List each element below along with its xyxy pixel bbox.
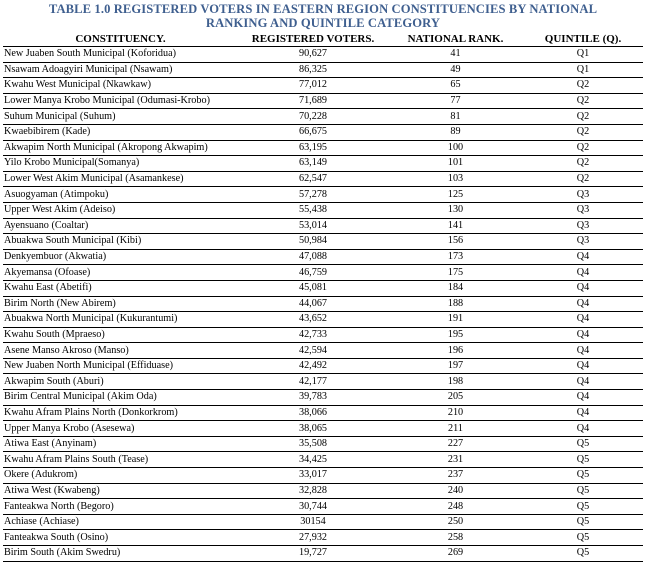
- cell-quintile: Q2: [523, 124, 643, 140]
- table-row: [3, 452, 643, 468]
- table-row: [3, 62, 643, 78]
- cell-quintile: Q5: [523, 546, 643, 562]
- cell-registered-voters: 43,652: [238, 312, 388, 328]
- cell-quintile: Q4: [523, 280, 643, 296]
- cell-quintile: Q3: [523, 218, 643, 234]
- cell-quintile: Q3: [523, 202, 643, 218]
- cell-constituency: Kwahu East (Abetifi): [3, 280, 238, 296]
- cell-quintile: Q5: [523, 468, 643, 484]
- cell-national-rank: 198: [388, 374, 523, 390]
- cell-registered-voters: 86,325: [238, 62, 388, 78]
- cell-registered-voters: 38,066: [238, 405, 388, 421]
- header-registered-voters: REGISTERED VOTERS.: [238, 33, 388, 47]
- cell-registered-voters: 34,425: [238, 452, 388, 468]
- cell-quintile: Q5: [523, 499, 643, 515]
- cell-registered-voters: 70,228: [238, 109, 388, 125]
- cell-constituency: Asuogyaman (Atimpoku): [3, 187, 238, 203]
- cell-national-rank: 269: [388, 546, 523, 562]
- cell-constituency: Ayensuano (Coaltar): [3, 218, 238, 234]
- table-row: [3, 93, 643, 109]
- header-row: [3, 33, 643, 47]
- cell-national-rank: 184: [388, 280, 523, 296]
- cell-quintile: Q4: [523, 296, 643, 312]
- cell-quintile: Q4: [523, 343, 643, 359]
- cell-registered-voters: 35,508: [238, 436, 388, 452]
- cell-quintile: Q4: [523, 374, 643, 390]
- cell-constituency: Kwahu South (Mpraeso): [3, 327, 238, 343]
- cell-quintile: Q5: [523, 483, 643, 499]
- cell-registered-voters: 42,492: [238, 358, 388, 374]
- cell-constituency: Asene Manso Akroso (Manso): [3, 343, 238, 359]
- cell-constituency: Fanteakwa South (Osino): [3, 530, 238, 546]
- table-row: [3, 47, 643, 63]
- cell-registered-voters: 30,744: [238, 499, 388, 515]
- cell-constituency: Akwapim South (Aburi): [3, 374, 238, 390]
- cell-constituency: Suhum Municipal (Suhum): [3, 109, 238, 125]
- cell-registered-voters: 42,594: [238, 343, 388, 359]
- cell-registered-voters: 90,627: [238, 47, 388, 63]
- cell-national-rank: 77: [388, 93, 523, 109]
- cell-national-rank: 100: [388, 140, 523, 156]
- cell-national-rank: 188: [388, 296, 523, 312]
- cell-quintile: Q4: [523, 390, 643, 406]
- cell-quintile: Q1: [523, 47, 643, 63]
- cell-national-rank: 195: [388, 327, 523, 343]
- table-row: [3, 280, 643, 296]
- cell-registered-voters: 71,689: [238, 93, 388, 109]
- table-row: [3, 124, 643, 140]
- cell-constituency: Upper West Akim (Adeiso): [3, 202, 238, 218]
- cell-registered-voters: 27,932: [238, 530, 388, 546]
- table-row: [3, 327, 643, 343]
- table-row: [3, 312, 643, 328]
- cell-registered-voters: 53,014: [238, 218, 388, 234]
- cell-registered-voters: 66,675: [238, 124, 388, 140]
- cell-constituency: New Juaben North Municipal (Effiduase): [3, 358, 238, 374]
- cell-registered-voters: 44,067: [238, 296, 388, 312]
- cell-national-rank: 49: [388, 62, 523, 78]
- cell-constituency: Achiase (Achiase): [3, 514, 238, 530]
- cell-national-rank: 156: [388, 234, 523, 250]
- cell-registered-voters: 57,278: [238, 187, 388, 203]
- cell-constituency: Akyemansa (Ofoase): [3, 265, 238, 281]
- cell-national-rank: 191: [388, 312, 523, 328]
- cell-national-rank: 210: [388, 405, 523, 421]
- cell-quintile: Q1: [523, 62, 643, 78]
- cell-national-rank: 197: [388, 358, 523, 374]
- cell-national-rank: 141: [388, 218, 523, 234]
- cell-national-rank: 227: [388, 436, 523, 452]
- cell-national-rank: 205: [388, 390, 523, 406]
- cell-constituency: Denkyembuor (Akwatia): [3, 249, 238, 265]
- cell-registered-voters: 30154: [238, 514, 388, 530]
- cell-national-rank: 65: [388, 78, 523, 94]
- table-row: [3, 156, 643, 172]
- cell-national-rank: 81: [388, 109, 523, 125]
- table-row: [3, 234, 643, 250]
- cell-national-rank: 101: [388, 156, 523, 172]
- cell-national-rank: 258: [388, 530, 523, 546]
- cell-national-rank: 175: [388, 265, 523, 281]
- cell-constituency: Okere (Adukrom): [3, 468, 238, 484]
- cell-registered-voters: 47,088: [238, 249, 388, 265]
- cell-registered-voters: 19,727: [238, 546, 388, 562]
- cell-national-rank: 248: [388, 499, 523, 515]
- table-row: [3, 405, 643, 421]
- cell-registered-voters: 77,012: [238, 78, 388, 94]
- cell-quintile: Q4: [523, 358, 643, 374]
- cell-constituency: Fanteakwa North (Begoro): [3, 499, 238, 515]
- cell-national-rank: 130: [388, 202, 523, 218]
- cell-constituency: Abuakwa South Municipal (Kibi): [3, 234, 238, 250]
- table-row: [3, 140, 643, 156]
- cell-quintile: Q4: [523, 249, 643, 265]
- cell-constituency: New Juaben South Municipal (Koforidua): [3, 47, 238, 63]
- table-row: [3, 436, 643, 452]
- cell-national-rank: 231: [388, 452, 523, 468]
- cell-constituency: Birim North (New Abirem): [3, 296, 238, 312]
- cell-national-rank: 211: [388, 421, 523, 437]
- cell-constituency: Upper Manya Krobo (Asesewa): [3, 421, 238, 437]
- cell-constituency: Nsawam Adoagyiri Municipal (Nsawam): [3, 62, 238, 78]
- cell-quintile: Q5: [523, 530, 643, 546]
- cell-quintile: Q2: [523, 109, 643, 125]
- cell-quintile: Q3: [523, 234, 643, 250]
- cell-constituency: Lower West Akim Municipal (Asamankese): [3, 171, 238, 187]
- cell-registered-voters: 63,195: [238, 140, 388, 156]
- table-row: [3, 296, 643, 312]
- cell-registered-voters: 42,733: [238, 327, 388, 343]
- cell-constituency: Yilo Krobo Municipal(Somanya): [3, 156, 238, 172]
- table-row: [3, 265, 643, 281]
- cell-registered-voters: 39,783: [238, 390, 388, 406]
- cell-registered-voters: 62,547: [238, 171, 388, 187]
- cell-quintile: Q5: [523, 436, 643, 452]
- cell-registered-voters: 55,438: [238, 202, 388, 218]
- cell-quintile: Q2: [523, 93, 643, 109]
- cell-constituency: Lower Manya Krobo Municipal (Odumasi-Krobo): [3, 93, 238, 109]
- cell-national-rank: 103: [388, 171, 523, 187]
- table-row: [3, 499, 643, 515]
- cell-national-rank: 237: [388, 468, 523, 484]
- cell-registered-voters: 32,828: [238, 483, 388, 499]
- table-row: [3, 358, 643, 374]
- table-row: [3, 374, 643, 390]
- cell-constituency: Birim South (Akim Swedru): [3, 546, 238, 562]
- header-national-rank: NATIONAL RANK.: [388, 33, 523, 47]
- cell-national-rank: 240: [388, 483, 523, 499]
- cell-constituency: Kwahu Afram Plains North (Donkorkrom): [3, 405, 238, 421]
- cell-quintile: Q2: [523, 171, 643, 187]
- cell-quintile: Q4: [523, 405, 643, 421]
- cell-registered-voters: 50,984: [238, 234, 388, 250]
- cell-quintile: Q4: [523, 327, 643, 343]
- cell-quintile: Q4: [523, 421, 643, 437]
- table-row: [3, 546, 643, 562]
- voters-table-container: [3, 33, 643, 562]
- table-row: [3, 187, 643, 203]
- table-title-line1: TABLE 1.0 REGISTERED VOTERS IN EASTERN REGION CONSTITUENCIES BY NATIONAL: [48, 2, 598, 16]
- table-row: [3, 343, 643, 359]
- cell-registered-voters: 45,081: [238, 280, 388, 296]
- cell-constituency: Abuakwa North Municipal (Kukurantumi): [3, 312, 238, 328]
- cell-constituency: Kwahu Afram Plains South (Tease): [3, 452, 238, 468]
- cell-national-rank: 41: [388, 47, 523, 63]
- cell-registered-voters: 38,065: [238, 421, 388, 437]
- table-title-line2: RANKING AND QUINTILE CATEGORY: [205, 16, 441, 30]
- table-row: [3, 390, 643, 406]
- cell-constituency: Atiwa East (Anyinam): [3, 436, 238, 452]
- header-constituency: CONSTITUENCY.: [3, 33, 238, 47]
- cell-registered-voters: 33,017: [238, 468, 388, 484]
- cell-national-rank: 196: [388, 343, 523, 359]
- cell-quintile: Q2: [523, 140, 643, 156]
- table-row: [3, 218, 643, 234]
- cell-constituency: Birim Central Municipal (Akim Oda): [3, 390, 238, 406]
- cell-quintile: Q2: [523, 156, 643, 172]
- cell-registered-voters: 46,759: [238, 265, 388, 281]
- table-row: [3, 109, 643, 125]
- table-row: [3, 78, 643, 94]
- cell-constituency: Kwaebibirem (Kade): [3, 124, 238, 140]
- cell-quintile: Q5: [523, 514, 643, 530]
- cell-constituency: Kwahu West Municipal (Nkawkaw): [3, 78, 238, 94]
- table-header: [3, 33, 643, 47]
- table-row: [3, 530, 643, 546]
- cell-registered-voters: 63,149: [238, 156, 388, 172]
- cell-national-rank: 250: [388, 514, 523, 530]
- table-row: [3, 249, 643, 265]
- cell-quintile: Q5: [523, 452, 643, 468]
- table-row: [3, 171, 643, 187]
- cell-national-rank: 125: [388, 187, 523, 203]
- table-title: [0, 2, 646, 30]
- table-row: [3, 468, 643, 484]
- table-row: [3, 514, 643, 530]
- table-row: [3, 202, 643, 218]
- cell-quintile: Q4: [523, 312, 643, 328]
- table-row: [3, 483, 643, 499]
- cell-quintile: Q3: [523, 187, 643, 203]
- cell-quintile: Q2: [523, 78, 643, 94]
- voters-table: [3, 33, 643, 562]
- cell-constituency: Atiwa West (Kwabeng): [3, 483, 238, 499]
- header-quintile: QUINTILE (Q).: [523, 33, 643, 47]
- table-row: [3, 421, 643, 437]
- cell-constituency: Akwapim North Municipal (Akropong Akwapim): [3, 140, 238, 156]
- table-body: [3, 47, 643, 562]
- cell-national-rank: 173: [388, 249, 523, 265]
- cell-registered-voters: 42,177: [238, 374, 388, 390]
- cell-national-rank: 89: [388, 124, 523, 140]
- cell-quintile: Q4: [523, 265, 643, 281]
